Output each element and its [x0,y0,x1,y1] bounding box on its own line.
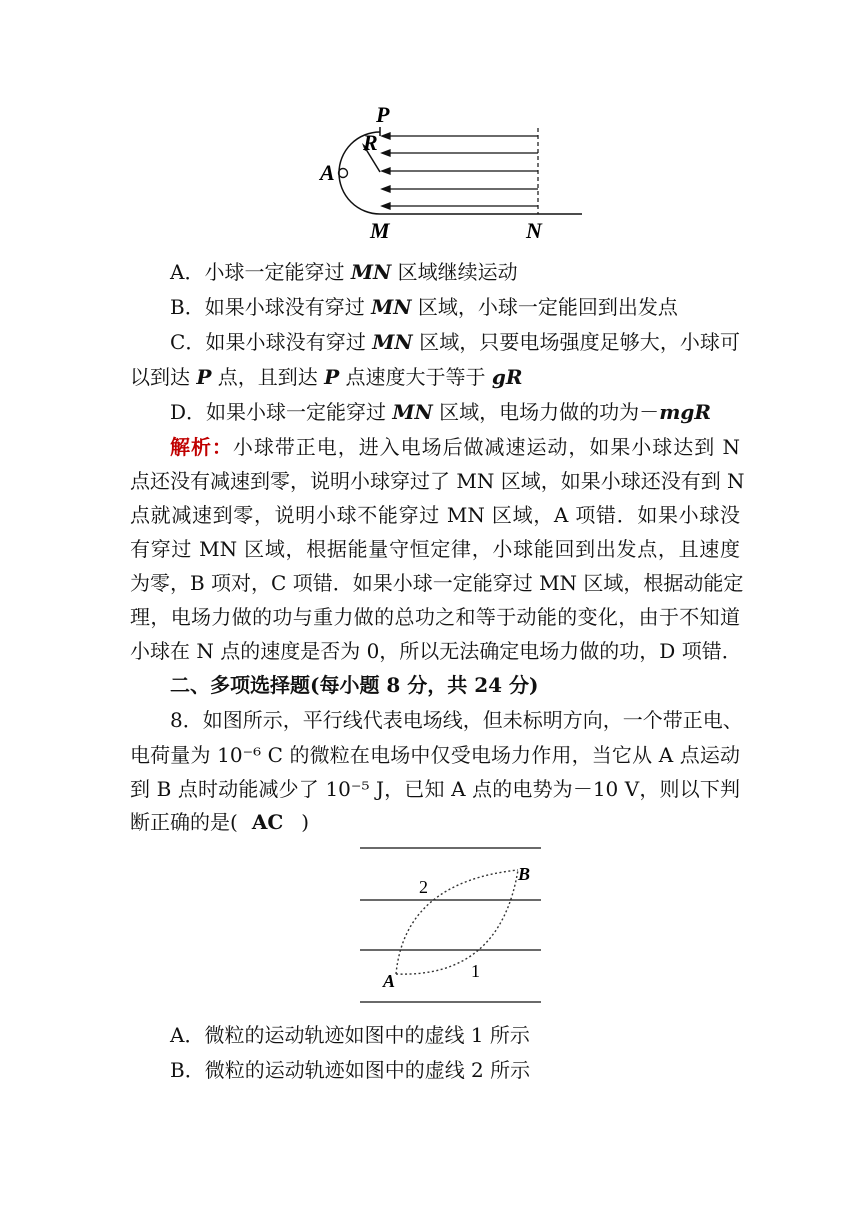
label-N: N [526,218,542,243]
analysis-line-4: 有穿过 MN 区域，根据能量守恒定律，小球能回到出发点，且速度 [130,537,740,561]
label-M: M [370,218,390,243]
q7-option-c-line1: C．如果小球没有穿过 MN 区域，只要电场强度足够大，小球可 [170,330,740,354]
analysis-label: 解析： [170,435,233,459]
section-heading: 二、多项选择题(每小题 8 分，共 24 分) [170,673,539,697]
q7-option-d: D．如果小球一定能穿过 MN 区域，电场力做的功为－mgR [170,400,711,424]
q8-option-a: A．微粒的运动轨迹如图中的虚线 1 所示 [170,1023,530,1047]
q8-line-2: 电荷量为 10⁻⁶ C 的微粒在电场中仅受电场力作用，当它从 A 点运动 [130,743,740,767]
analysis-line-2: 点还没有减速到零，说明小球穿过了 MN 区域，如果小球还没有到 N [130,469,745,493]
label-B2: B [518,864,531,884]
q7-option-a: A．小球一定能穿过 MN 区域继续运动 [170,260,518,284]
label-P: P [376,102,390,127]
analysis-line-3: 点就减速到零，说明小球不能穿过 MN 区域，A 项错．如果小球没 [130,503,740,527]
label-R: R [363,130,378,155]
q8-line-3: 到 B 点时动能减少了 10⁻⁵ J，已知 A 点的电势为－10 V，则以下判 [130,777,740,801]
analysis-line-7: 小球在 N 点的速度是否为 0，所以无法确定电场力做的功，D 项错． [130,639,742,663]
figure-field-lines-trajectories [350,840,550,1010]
q8-answer: AC [251,810,284,834]
label-2: 2 [419,877,428,897]
q8-option-b: B．微粒的运动轨迹如图中的虚线 2 所示 [170,1058,531,1082]
q8-line-4: 断正确的是( AC ) [130,810,310,834]
analysis-line-1: 解析：小球带正电，进入电场后做减速运动，如果小球达到 N [170,435,740,459]
q7-option-b: B．如果小球没有穿过 MN 区域，小球一定能回到出发点 [170,295,678,319]
label-A2: A [383,971,396,991]
q8-line-1: 8．如图所示，平行线代表电场线，但未标明方向，一个带正电、 [170,708,743,732]
label-1: 1 [471,961,480,981]
q7-option-c-line2: 以到达 P 点，且到达 P 点速度大于等于 gR [130,365,523,389]
figure-electric-field-semicircle [310,100,610,245]
label-A: A [320,160,335,185]
analysis-line-6: 理，电场力做的功与重力做的总功之和等于动能的变化，由于不知道 [130,605,740,629]
analysis-line-5: 为零，B 项对，C 项错．如果小球一定能穿过 MN 区域，根据动能定 [130,571,744,595]
